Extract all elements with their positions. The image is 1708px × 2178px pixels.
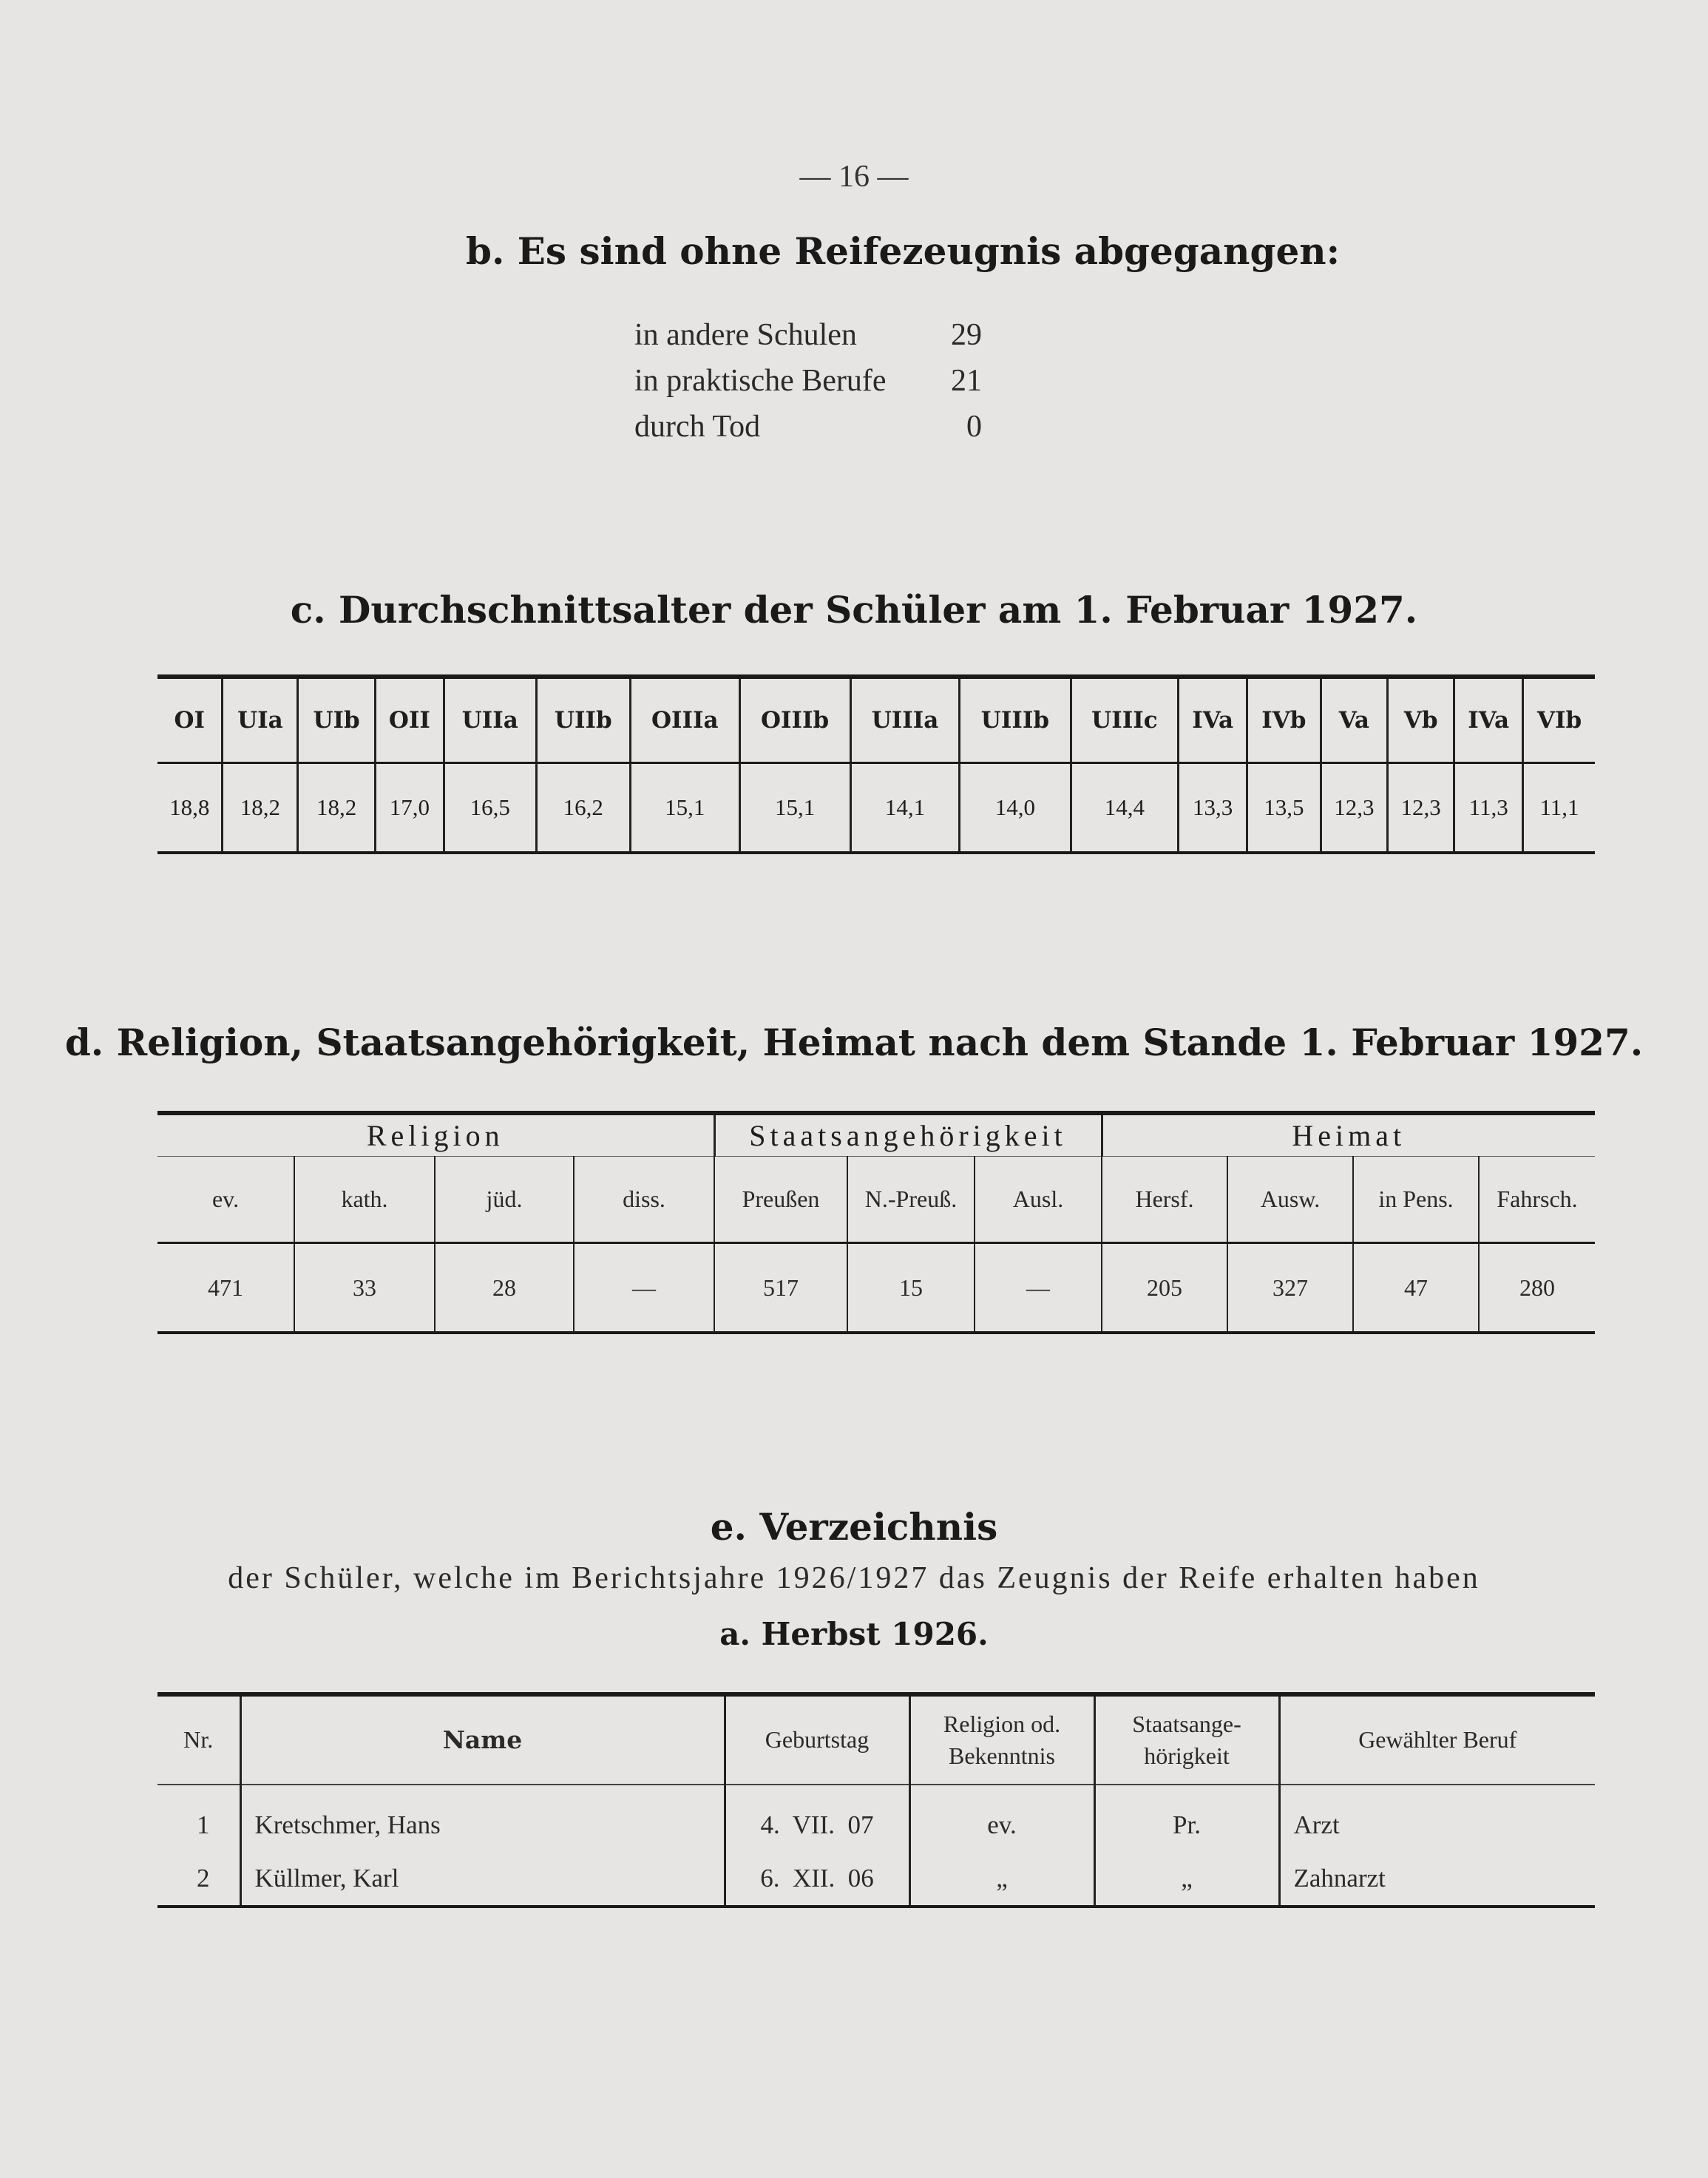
birthday-header: Geburtstag bbox=[725, 1694, 909, 1785]
home-group-header: Heimat bbox=[1102, 1113, 1595, 1157]
subheader: kath. bbox=[294, 1157, 435, 1243]
citizenship-header-line2: hörigkeit bbox=[1144, 1742, 1230, 1769]
age-value: 11,1 bbox=[1523, 763, 1595, 853]
list-item-value: 0 bbox=[966, 410, 982, 444]
class-header: UIa bbox=[223, 677, 298, 763]
religion-citizenship-table bbox=[157, 1111, 1595, 1334]
age-value: 12,3 bbox=[1321, 763, 1387, 853]
class-header: OII bbox=[375, 677, 444, 763]
religion-group-header: Religion bbox=[157, 1113, 714, 1157]
row-name: Küllmer, Karl bbox=[240, 1852, 725, 1907]
religion-header-line1: Religion od. bbox=[943, 1710, 1061, 1737]
age-value: 11,3 bbox=[1454, 763, 1523, 853]
subheader: ev. bbox=[157, 1157, 294, 1243]
row-religion: „ bbox=[909, 1852, 1094, 1907]
class-header: OIIIb bbox=[739, 677, 850, 763]
list-item bbox=[634, 312, 982, 358]
row-religion: ev. bbox=[909, 1785, 1094, 1852]
section-e-heading: e. Verzeichnis bbox=[710, 1505, 998, 1549]
subheader: jüd. bbox=[435, 1157, 574, 1243]
row-name: Kretschmer, Hans bbox=[240, 1785, 725, 1852]
row-profession: Arzt bbox=[1279, 1785, 1595, 1852]
subheader: N.-Preuß. bbox=[847, 1157, 975, 1243]
class-header: UIb bbox=[298, 677, 375, 763]
list-item-value: 21 bbox=[951, 364, 982, 398]
section-e-subheading: a. Herbst 1926. bbox=[719, 1616, 989, 1652]
age-value: 16,2 bbox=[536, 763, 630, 853]
class-header: Vb bbox=[1388, 677, 1454, 763]
age-value: 16,5 bbox=[444, 763, 536, 853]
list-item bbox=[634, 404, 982, 450]
table-row bbox=[157, 1852, 1595, 1907]
nr-header: Nr. bbox=[157, 1694, 240, 1785]
citizenship-header bbox=[1094, 1694, 1279, 1785]
subheader: Ausw. bbox=[1227, 1157, 1353, 1243]
count-value: — bbox=[975, 1243, 1102, 1333]
class-header: UIIIa bbox=[850, 677, 960, 763]
table-row bbox=[157, 1785, 1595, 1852]
profession-header: Gewählter Beruf bbox=[1279, 1694, 1595, 1785]
row-nr: 1 bbox=[197, 1810, 210, 1839]
count-value: 28 bbox=[435, 1243, 574, 1333]
table-header-row bbox=[157, 677, 1595, 763]
name-header: Name bbox=[240, 1694, 725, 1785]
class-header: UIIb bbox=[536, 677, 630, 763]
subheader: Preußen bbox=[714, 1157, 847, 1243]
section-b-list bbox=[634, 312, 982, 450]
table-header-row bbox=[157, 1694, 1595, 1785]
section-c-heading: c. Durchschnittsalter der Schüler am 1. Februar 1927. bbox=[290, 588, 1418, 632]
class-header: VIb bbox=[1523, 677, 1595, 763]
subheader-row bbox=[157, 1157, 1595, 1243]
section-e-subtitle: der Schüler, welche im Berichtsjahre 1926/1927 das Zeugnis der Reife erhalten haben bbox=[228, 1561, 1480, 1595]
row-citizenship: „ bbox=[1094, 1852, 1279, 1907]
graduates-table bbox=[157, 1692, 1595, 1908]
row-birthday: 4. VII. 07 bbox=[725, 1785, 909, 1852]
age-value: 13,3 bbox=[1179, 763, 1247, 853]
count-value: 280 bbox=[1479, 1243, 1595, 1333]
count-value: — bbox=[574, 1243, 714, 1333]
age-value: 15,1 bbox=[739, 763, 850, 853]
class-header: UIIa bbox=[444, 677, 536, 763]
age-value: 14,4 bbox=[1071, 763, 1179, 853]
class-header: Va bbox=[1321, 677, 1387, 763]
count-value: 471 bbox=[208, 1274, 243, 1301]
age-value: 15,1 bbox=[630, 763, 739, 853]
religion-header-line2: Bekenntnis bbox=[949, 1742, 1055, 1769]
list-item bbox=[634, 358, 982, 404]
class-header: IVa bbox=[1179, 677, 1247, 763]
citizenship-group-header: Staatsangehörigkeit bbox=[714, 1113, 1102, 1157]
age-value: 18,8 bbox=[169, 794, 210, 820]
average-age-table bbox=[157, 674, 1595, 854]
count-value: 47 bbox=[1353, 1243, 1479, 1333]
subheader: Fahrsch. bbox=[1479, 1157, 1595, 1243]
age-value: 18,2 bbox=[223, 763, 298, 853]
table-row bbox=[157, 1243, 1595, 1333]
row-birthday: 6. XII. 06 bbox=[725, 1852, 909, 1907]
class-header: OIIIa bbox=[630, 677, 739, 763]
count-value: 517 bbox=[714, 1243, 847, 1333]
subheader: diss. bbox=[574, 1157, 714, 1243]
row-citizenship: Pr. bbox=[1094, 1785, 1279, 1852]
page-number: — 16 — bbox=[799, 160, 909, 194]
age-value: 12,3 bbox=[1388, 763, 1454, 853]
subheader: Hersf. bbox=[1102, 1157, 1227, 1243]
religion-header bbox=[909, 1694, 1094, 1785]
class-header: UIIIc bbox=[1071, 677, 1179, 763]
list-item-label: in praktische Berufe bbox=[634, 364, 887, 398]
age-value: 14,0 bbox=[960, 763, 1071, 853]
class-header: OI bbox=[157, 677, 223, 763]
list-item-value: 29 bbox=[951, 318, 982, 352]
group-header-row bbox=[157, 1113, 1595, 1157]
subheader: in Pens. bbox=[1353, 1157, 1479, 1243]
subheader: Ausl. bbox=[975, 1157, 1102, 1243]
class-header: UIIIb bbox=[960, 677, 1071, 763]
section-d-heading: d. Religion, Staatsangehörigkeit, Heimat nach dem Stande 1. Februar 1927. bbox=[64, 1021, 1644, 1064]
count-value: 327 bbox=[1227, 1243, 1353, 1333]
table-row bbox=[157, 763, 1595, 853]
citizenship-header-line1: Staatsange- bbox=[1132, 1710, 1241, 1737]
list-item-label: durch Tod bbox=[634, 410, 761, 444]
list-item-label: in andere Schulen bbox=[634, 318, 857, 352]
class-header: IVa bbox=[1454, 677, 1523, 763]
row-nr: 2 bbox=[197, 1864, 210, 1893]
count-value: 205 bbox=[1102, 1243, 1227, 1333]
age-value: 18,2 bbox=[298, 763, 375, 853]
age-value: 14,1 bbox=[850, 763, 960, 853]
row-profession: Zahnarzt bbox=[1279, 1852, 1595, 1907]
count-value: 15 bbox=[847, 1243, 975, 1333]
class-header: IVb bbox=[1247, 677, 1321, 763]
age-value: 17,0 bbox=[375, 763, 444, 853]
section-b-heading: b. Es sind ohne Reifezeugnis abgegangen: bbox=[466, 229, 1341, 273]
age-value: 13,5 bbox=[1247, 763, 1321, 853]
count-value: 33 bbox=[294, 1243, 435, 1333]
